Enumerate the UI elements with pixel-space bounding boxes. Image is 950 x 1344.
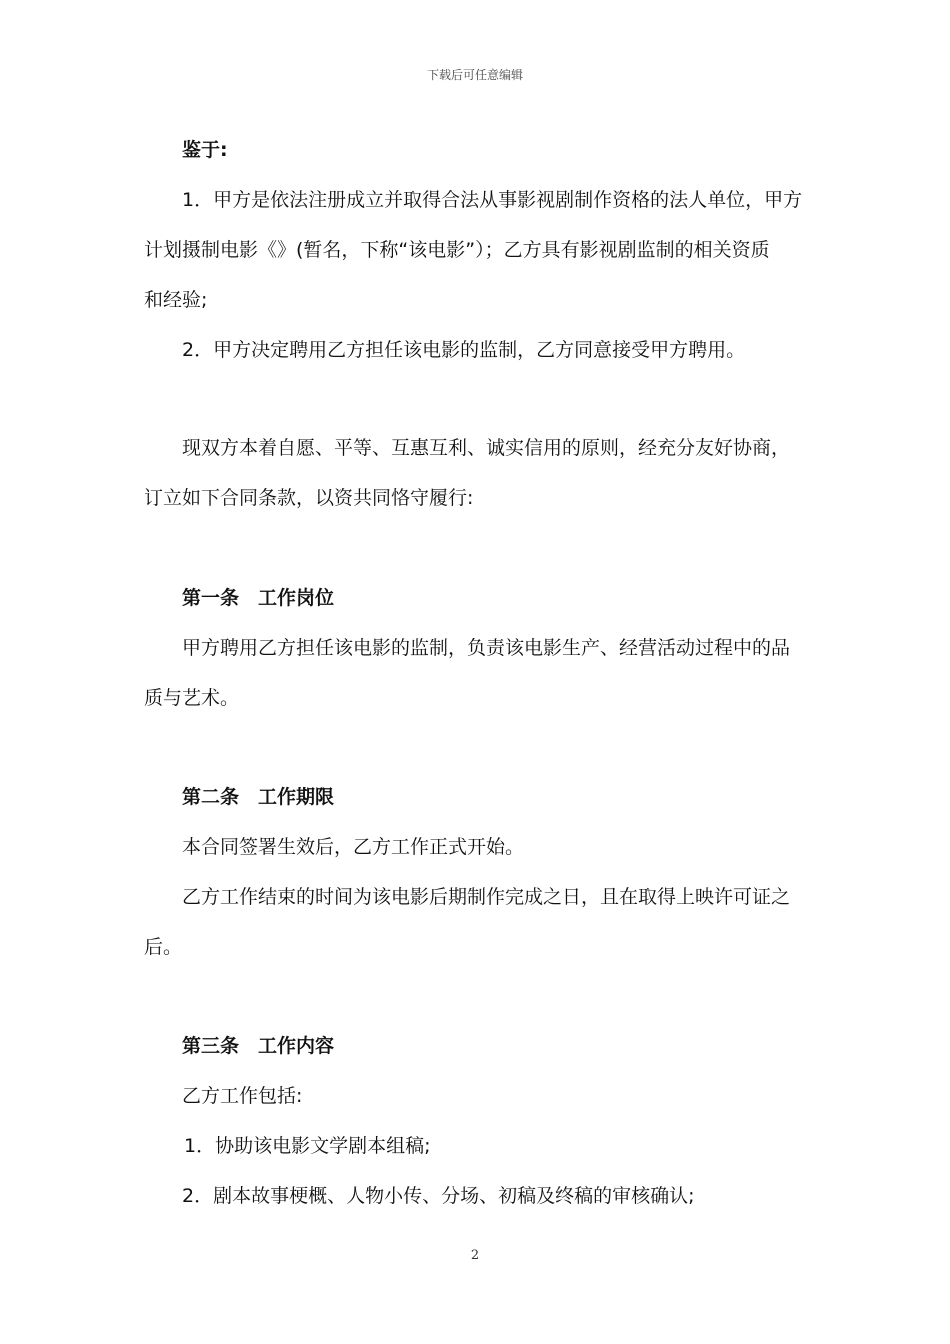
recital-1-line-1: 1．甲方是依法注册成立并取得合法从事影视剧制作资格的法人单位，甲方 (182, 189, 803, 211)
article-2-body-1: 本合同签署生效后，乙方工作正式开始。 (182, 836, 525, 858)
page-number: 2 (470, 1248, 480, 1263)
article-2-body-2-line-2: 后。 (144, 936, 183, 958)
agreement-intro-line-2: 订立如下合同条款，以资共同恪守履行: (144, 487, 474, 509)
recital-1-line-3: 和经验; (144, 289, 208, 311)
article-1-body-line-1: 甲方聘用乙方担任该电影的监制，负责该电影生产、经营活动过程中的品 (182, 637, 791, 659)
recital-2: 2．甲方决定聘用乙方担任该电影的监制，乙方同意接受甲方聘用。 (182, 339, 746, 361)
article-1-body-line-2: 质与艺术。 (144, 687, 240, 709)
article-3-intro: 乙方工作包括: (182, 1085, 303, 1107)
article-1-heading: 第一条 工作岗位 (182, 587, 335, 609)
article-3-item-1: 1．协助该电影文学剧本组稿; (184, 1135, 431, 1157)
article-3-item-2: 2．剧本故事梗概、人物小传、分场、初稿及终稿的审核确认; (182, 1185, 695, 1207)
article-3-heading: 第三条 工作内容 (182, 1035, 335, 1057)
page-header: 下载后可任意编辑 (426, 68, 523, 82)
article-2-body-2-line-1: 乙方工作结束的时间为该电影后期制作完成之日，且在取得上映许可证之 (182, 886, 791, 908)
recital-1-line-2: 计划摄制电影《》(暂名，下称“该电影”）；乙方具有影视剧监制的相关资质 (144, 239, 770, 261)
preamble-heading: 鉴于: (182, 139, 228, 161)
agreement-intro-line-1: 现双方本着自愿、平等、互惠互利、诚实信用的原则，经充分友好协商， (182, 437, 791, 459)
article-2-heading: 第二条 工作期限 (182, 786, 335, 808)
